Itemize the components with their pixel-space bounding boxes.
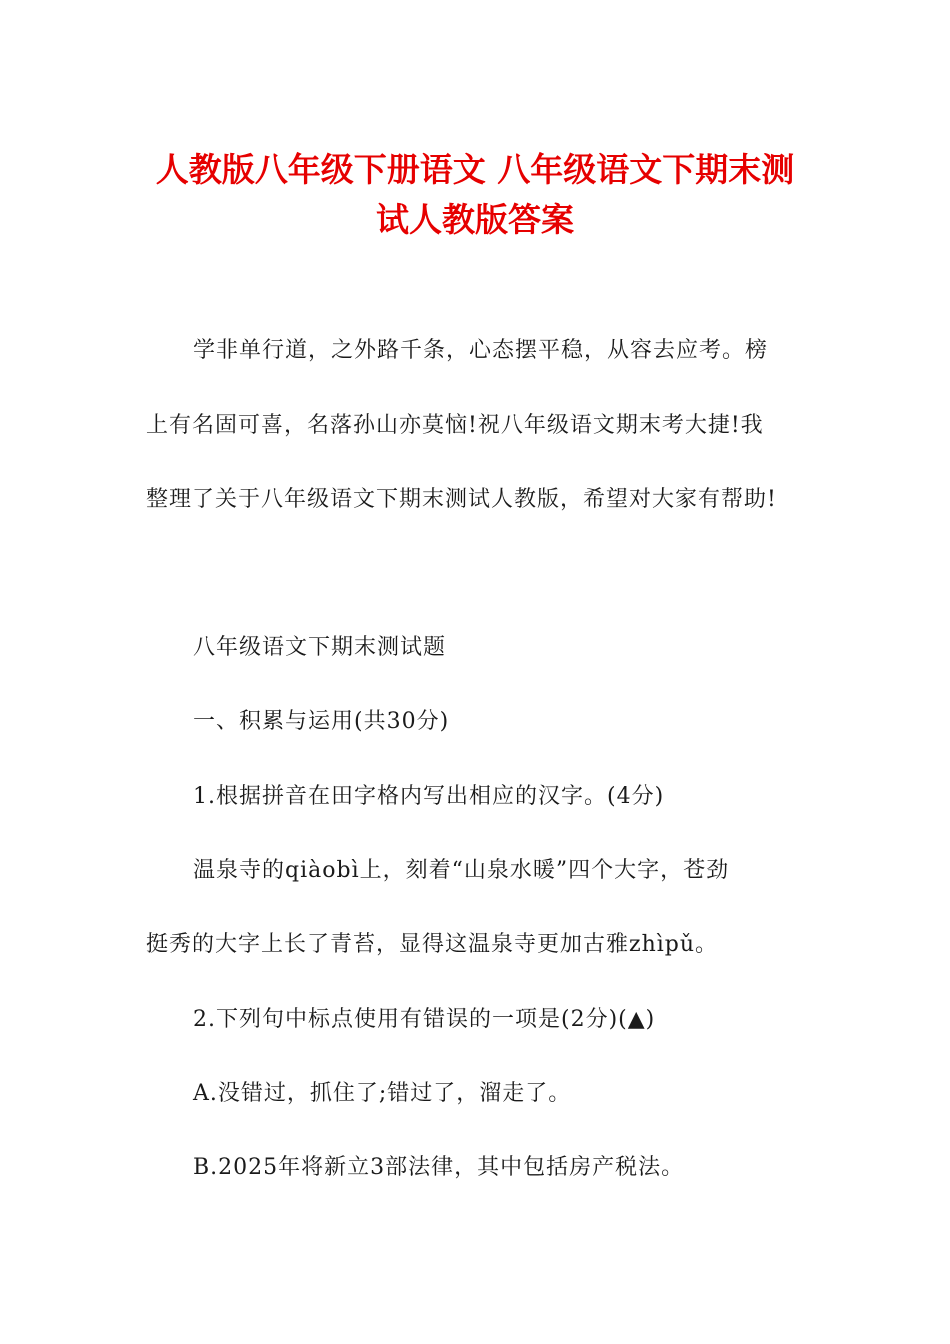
question-1-text-line-1: 温泉寺的qiàobì上，刻着“山泉水暖”四个大字，苍劲	[193, 858, 730, 883]
question-1: 1.根据拼音在田字格内写出相应的汉字。(4分)	[193, 784, 665, 809]
section-heading: 一、积累与运用(共30分)	[193, 709, 450, 734]
intro-line-2: 上有名固可喜，名落孙山亦莫恼!祝八年级语文期末考大捷!我	[146, 413, 764, 438]
question-2: 2.下列句中标点使用有错误的一项是(2分)(▲)	[193, 1007, 656, 1032]
question-1-text-line-2: 挺秀的大字上长了青苔，显得这温泉寺更加古雅zhìpǔ。	[146, 932, 719, 957]
intro-line-3: 整理了关于八年级语文下期末测试人教版，希望对大家有帮助!	[146, 487, 777, 512]
document-title-line-1: 人教版八年级下册语文 八年级语文下期末测	[155, 150, 795, 189]
question-2-option-b: B.2025年将新立3部法律，其中包括房产税法。	[193, 1155, 685, 1180]
question-2-option-a: A.没错过，抓住了;错过了，溜走了。	[193, 1081, 572, 1106]
document-title-line-2: 试人教版答案	[376, 200, 574, 239]
exam-title: 八年级语文下期末测试题	[193, 635, 447, 660]
intro-line-1: 学非单行道，之外路千条，心态摆平稳，从容去应考。榜	[193, 338, 769, 363]
